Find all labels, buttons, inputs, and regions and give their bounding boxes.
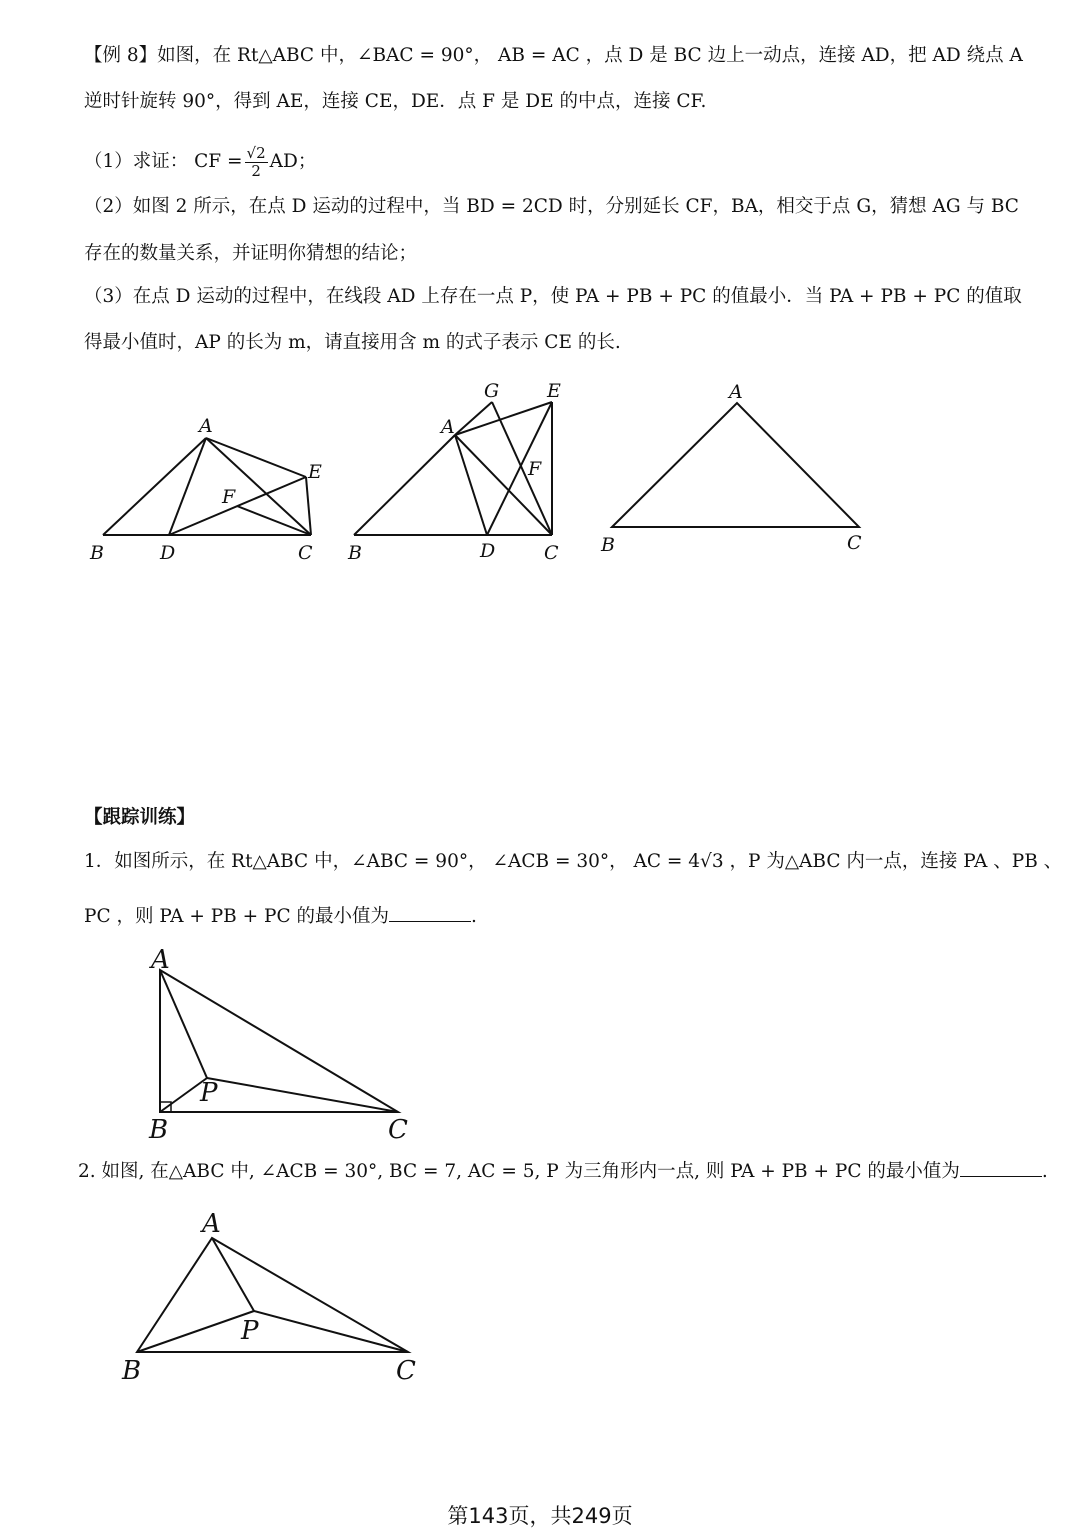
problem-1-text: PC ，则 PA + PB + PC 的最小值为 (84, 906, 390, 927)
fig1-label-a: A (199, 415, 213, 437)
figure-3 (600, 381, 862, 556)
fig5-segment-pc (254, 1311, 408, 1352)
fig1-segment-ae (206, 438, 306, 477)
example-line-1: 【例 8】如图，在 Rt△ABC 中，∠BAC = 90°， AB = AC ，点 D 是 BC 边上一动点，连接 AD，把 AD 绕点 A (84, 45, 1023, 66)
fig5-label-b: B (122, 1356, 142, 1386)
fig2-label-f: F (528, 458, 542, 480)
page-number-footer: 第143页，共249页 (447, 1504, 633, 1528)
fig4-segment-pa (160, 970, 207, 1078)
fig5-label-p: P (241, 1316, 259, 1346)
fig5-triangle-abc (137, 1238, 408, 1352)
fig2-label-b: B (348, 542, 362, 564)
fig4-label-a: A (151, 945, 170, 975)
fig1-segment-ce (306, 477, 311, 535)
problem-2-line-1 (78, 1158, 1048, 1185)
fig2-segment-ba (354, 435, 455, 535)
example-line-2: 逆时针旋转 90°，得到 AE，连接 CE，DE．点 F 是 DE 的中点，连接 CF. (84, 91, 707, 112)
problem-2-text: 2. 如图, 在△ABC 中, ∠ACB = 30°, BC = 7, AC = 5, P 为三角形内一点, 则 PA + PB + PC 的最小值为 (78, 1161, 960, 1182)
fig2-label-e: E (547, 380, 561, 402)
fig2-label-a: A (441, 416, 455, 438)
answer-blank-2[interactable] (960, 1158, 1042, 1177)
problem-1-line-2 (84, 903, 1040, 930)
problem-2-end: . (1041, 1161, 1048, 1182)
fig1-segment-ad (169, 438, 206, 535)
figure-1 (89, 415, 322, 564)
fig5-segment-pa (212, 1238, 254, 1311)
fig5-label-a: A (202, 1209, 221, 1239)
question-3-line-1: （3）在点 D 运动的过程中，在线段 AD 上存在一点 P，使 PA + PB + PC 的值最小．当 PA + PB + PC 的值取 (84, 286, 1022, 307)
fraction-numerator: √2 (246, 143, 266, 162)
fig2-label-d: D (480, 540, 496, 562)
question-1-prefix: （1）求证： CF = (84, 151, 243, 172)
fig1-label-d: D (160, 542, 176, 564)
fig3-label-a: A (729, 381, 743, 403)
fig3-triangle-abc (612, 403, 859, 527)
figure-4 (148, 945, 408, 1145)
fig5-label-c: C (396, 1356, 416, 1386)
fig2-label-g: G (484, 380, 500, 402)
figure-5 (121, 1209, 416, 1386)
question-1-suffix: AD； (269, 151, 317, 172)
fraction-denominator: 2 (251, 161, 261, 180)
fig2-segment-ag (455, 402, 492, 435)
fig5-segment-pb (137, 1311, 254, 1352)
fig2-segment-ac (455, 435, 552, 535)
fig1-segment-cf (237, 506, 311, 535)
fig1-segment-ab (103, 438, 206, 535)
training-heading: 【跟踪训练】 (84, 807, 196, 828)
answer-blank-1[interactable] (389, 903, 471, 922)
fig3-label-b: B (601, 534, 615, 556)
question-2-line-1: （2）如图 2 所示，在点 D 运动的过程中，当 BD = 2CD 时，分别延长 CF，BA，相交于点 G，猜想 AG 与 BC (84, 196, 1019, 217)
fig4-label-b: B (149, 1115, 169, 1145)
fig1-label-f: F (222, 486, 236, 508)
fig1-label-e: E (308, 461, 322, 483)
fig2-segment-ad (455, 435, 487, 535)
problem-1-line-1: 1．如图所示，在 Rt△ABC 中，∠ABC = 90°， ∠ACB = 30°， AC = 4√3 ，P 为△ABC 内一点，连接 PA 、PB 、 (84, 851, 1063, 872)
figure-2 (347, 380, 561, 564)
fig4-label-p: P (200, 1078, 218, 1108)
problem-1-end: . (471, 906, 477, 927)
fig4-label-c: C (388, 1115, 408, 1145)
fig2-label-c: C (544, 542, 559, 564)
fig3-label-c: C (847, 532, 862, 554)
fig1-label-c: C (298, 542, 313, 564)
fig1-label-b: B (90, 542, 104, 564)
question-2-line-2: 存在的数量关系，并证明你猜想的结论； (84, 243, 418, 264)
question-3-line-2: 得最小值时，AP 的长为 m，请直接用含 m 的式子表示 CE 的长. (84, 332, 621, 353)
